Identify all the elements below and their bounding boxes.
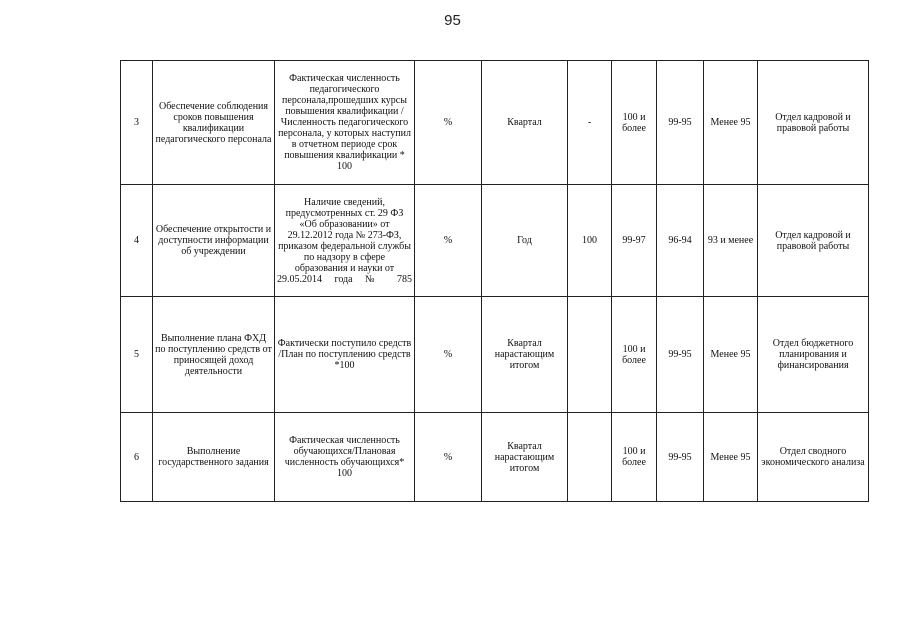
- level-1-cell: 100 и более: [612, 297, 657, 413]
- formula-cell: Наличие сведений, предусмотренных ст. 29 ФЗ «Об образовании» от 29.12.2012 года № 273-ФЗ, приказом федеральной службы по надзору в сфере образования и науки от 29.05.2014 года № 785: [275, 185, 415, 297]
- goal-cell: Обеспечение соблюдения сроков повышения квалификации педагогического персонала: [153, 61, 275, 185]
- department-cell: Отдел кадровой и правовой работы: [758, 61, 869, 185]
- level-2-cell: 99-95: [657, 413, 704, 502]
- row-number: 4: [121, 185, 153, 297]
- period-cell: Год: [482, 185, 568, 297]
- row-number: 6: [121, 413, 153, 502]
- level-3-cell: 93 и менее: [704, 185, 758, 297]
- unit-cell: %: [415, 61, 482, 185]
- department-cell: Отдел бюджетного планирования и финансирования: [758, 297, 869, 413]
- goal-cell: Выполнение государственного задания: [153, 413, 275, 502]
- period-cell: Квартал: [482, 61, 568, 185]
- level-1-cell: 100 и более: [612, 61, 657, 185]
- base-value-cell: 100: [568, 185, 612, 297]
- goal-cell: Обеспечение открытости и доступности информации об учреждении: [153, 185, 275, 297]
- base-value-cell: -: [568, 61, 612, 185]
- level-1-cell: 100 и более: [612, 413, 657, 502]
- level-1-cell: 99-97: [612, 185, 657, 297]
- formula-cell: Фактическая численность педагогического персонала,прошедших курсы повышения квалификации /Численность педагогического персонала, у которых наступил в отчетном периоде срок повышения квалификации * 100: [275, 61, 415, 185]
- goal-cell: Выполнение плана ФХД по поступлению средств от приносящей доход деятельности: [153, 297, 275, 413]
- period-cell: Квартал нарастающим итогом: [482, 297, 568, 413]
- table-row: [121, 61, 869, 185]
- formula-cell: Фактически поступило средств /План по поступлению средств *100: [275, 297, 415, 413]
- indicators-table: [120, 60, 869, 502]
- table-row: [121, 413, 869, 502]
- row-number: 5: [121, 297, 153, 413]
- formula-cell: Фактическая численность обучающихся/Плановая численность обучающихся* 100: [275, 413, 415, 502]
- level-3-cell: Менее 95: [704, 61, 758, 185]
- unit-cell: %: [415, 297, 482, 413]
- level-2-cell: 96-94: [657, 185, 704, 297]
- base-value-cell: [568, 413, 612, 502]
- department-cell: Отдел кадровой и правовой работы: [758, 185, 869, 297]
- page-number: 95: [444, 12, 461, 29]
- level-3-cell: Менее 95: [704, 413, 758, 502]
- level-2-cell: 99-95: [657, 61, 704, 185]
- period-cell: Квартал нарастающим итогом: [482, 413, 568, 502]
- level-3-cell: Менее 95: [704, 297, 758, 413]
- table-row: [121, 185, 869, 297]
- department-cell: Отдел сводного экономического анализа: [758, 413, 869, 502]
- unit-cell: %: [415, 185, 482, 297]
- base-value-cell: [568, 297, 612, 413]
- level-2-cell: 99-95: [657, 297, 704, 413]
- table-row: [121, 297, 869, 413]
- unit-cell: %: [415, 413, 482, 502]
- row-number: 3: [121, 61, 153, 185]
